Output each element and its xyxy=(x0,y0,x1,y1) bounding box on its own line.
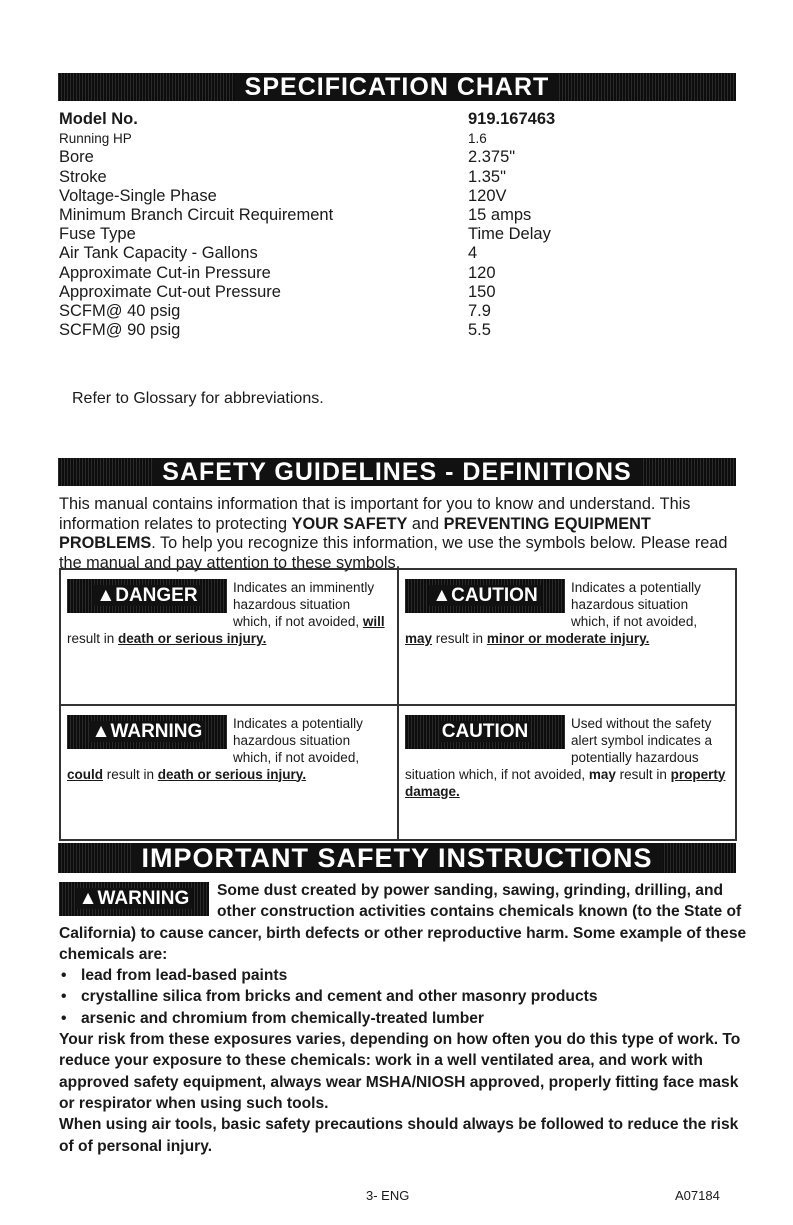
safety-definitions-banner: SAFETY GUIDELINES - DEFINITIONS xyxy=(58,458,736,486)
important-instructions-banner: IMPORTANT SAFETY INSTRUCTIONS xyxy=(58,843,736,873)
table-row: Model No. 919.167463 xyxy=(59,110,556,128)
danger-signal-label: ▲DANGER xyxy=(67,579,227,613)
exposure-paragraph: Your risk from these exposures varies, depending on how often you do this type of work. To reduce your exposure to these chemicals: work in a well ventilated area, and work with approved safety equipment, always wear MSHA/NIOSH approved, properly fitting face mask or respirator when using such tools. xyxy=(59,1031,741,1112)
table-row: Fuse Type Time Delay xyxy=(59,225,551,244)
caution-no-symbol-definition: CAUTION Used without the safety alert symbol indicates a potentially hazardous situation which, if not avoided, may result in property damage. xyxy=(398,705,736,841)
document-code: A07184 xyxy=(675,1188,720,1203)
caution-no-symbol-label: CAUTION xyxy=(405,715,565,749)
signal-word-grid xyxy=(59,568,737,841)
table-row: Approximate Cut-out Pressure 150 xyxy=(59,282,496,301)
precaution-paragraph: When using air tools, basic safety precautions should always be followed to reduce the risk of of personal injury. xyxy=(59,1116,739,1155)
table-row: Approximate Cut-in Pressure 120 xyxy=(59,263,496,282)
warning-definition: ▲WARNING Indicates a potentially hazardous situation which, if not avoided, could result in death or serious injury. xyxy=(60,705,398,841)
warning-signal-label: ▲WARNING xyxy=(59,882,209,916)
table-row: SCFM@ 40 psig 7.9 xyxy=(59,301,491,320)
safety-intro: This manual contains information that is important for you to know and understand. This information relates to protecting YOUR SAFETY and PREVENTING EQUIPMENT PROBLEMS. To help you recognize this information, we use the symbols below. Please read the manual and pay attention to these symbols. xyxy=(59,495,728,572)
warning-signal-label: ▲WARNING xyxy=(67,715,227,749)
table-row: Running HP 1.6 xyxy=(59,131,487,147)
list-item: • arsenic and chromium from chemically-treated lumber xyxy=(59,1008,749,1029)
caution-definition: ▲CAUTION Indicates a potentially hazardous situation which, if not avoided, may result in minor or moderate injury. xyxy=(398,569,736,705)
caution-signal-label: ▲CAUTION xyxy=(405,579,565,613)
glossary-note: Refer to Glossary for abbreviations. xyxy=(72,390,324,407)
spec-chart-banner: SPECIFICATION CHART xyxy=(58,73,736,101)
table-row: Bore 2.375" xyxy=(59,148,516,167)
chemical-list xyxy=(59,965,749,1029)
table-row: Minimum Branch Circuit Requirement 15 amps xyxy=(59,205,532,224)
list-item: • lead from lead-based paints xyxy=(59,965,749,986)
danger-definition: ▲DANGER Indicates an imminently hazardous situation which, if not avoided, will result in death or serious injury. xyxy=(60,569,398,705)
important-warning xyxy=(59,880,749,1157)
table-row: SCFM@ 90 psig 5.5 xyxy=(59,321,491,340)
spec-table xyxy=(59,110,679,340)
warning-paragraph: Some dust created by power sanding, sawing, grinding, drilling, and other construction activities contains chemicals known (to the State of California) to cause cancer, birth defects or other reproductive harm. Some example of these chemicals are: xyxy=(59,882,747,963)
table-row: Voltage-Single Phase 120V xyxy=(59,186,507,205)
page-number: 3- ENG xyxy=(366,1188,410,1203)
list-item: • crystalline silica from bricks and cement and other masonry products xyxy=(59,986,749,1007)
table-row: Air Tank Capacity - Gallons 4 xyxy=(59,244,478,263)
table-row: Stroke 1.35" xyxy=(59,167,506,186)
